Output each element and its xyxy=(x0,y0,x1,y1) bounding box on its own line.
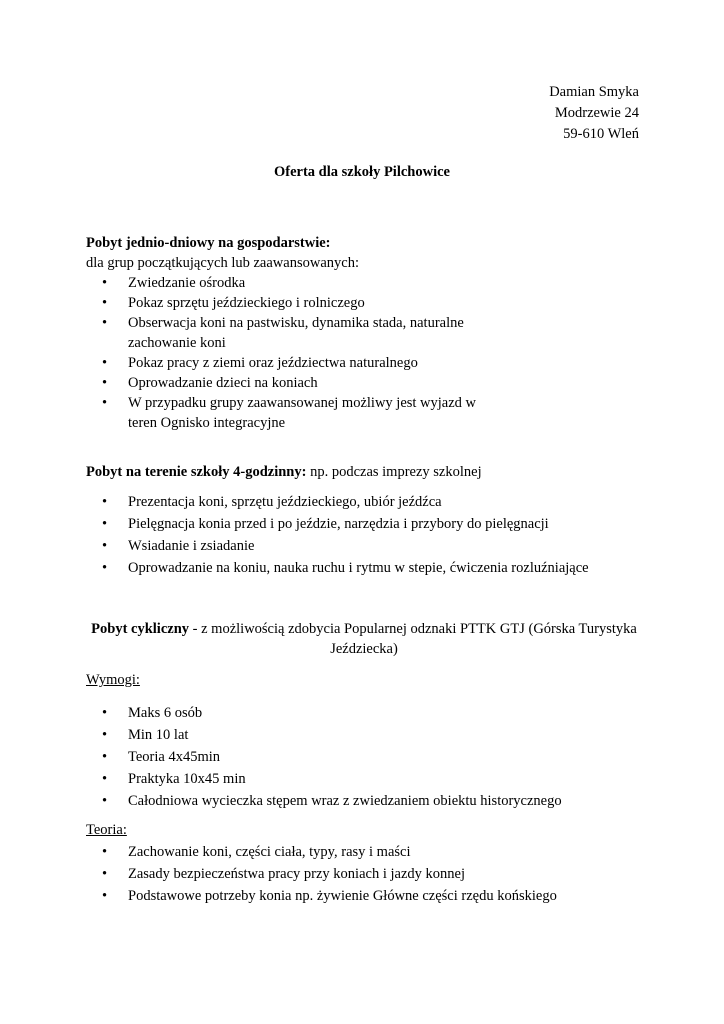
bullet-icon: • xyxy=(102,516,108,532)
list-item: • Podstawowe potrzeby konia np. żywienie Główne części rzędu końskiego xyxy=(102,888,557,904)
bullet-list xyxy=(86,492,646,578)
bullet-icon: • xyxy=(102,538,108,554)
bullet-icon: • xyxy=(102,888,108,904)
bullet-icon: • xyxy=(102,727,108,743)
list-item: • Oprowadzanie na koniu, nauka ruchu i rytmu w stepie, ćwiczenia rozluźniające xyxy=(102,560,589,576)
list-item: • Zachowanie koni, części ciała, typy, rasy i maści xyxy=(102,844,411,860)
sender-address xyxy=(549,82,639,145)
list-item: • Praktyka 10x45 min xyxy=(102,771,246,787)
requirements-section xyxy=(86,670,642,811)
section-subtitle: dla grup początkujących lub zaawansowanych: xyxy=(86,255,359,271)
list-item: • Całodniowa wycieczka stępem wraz z zwiedzaniem obiektu historycznego xyxy=(102,793,562,809)
list-item: • Min 10 lat xyxy=(102,727,189,743)
bullet-icon: • xyxy=(102,395,108,411)
bullet-list xyxy=(86,273,506,433)
document-title: Oferta dla szkoły Pilchowice xyxy=(274,164,450,180)
section-school-visit xyxy=(86,462,642,578)
bullet-icon: • xyxy=(102,705,108,721)
list-item: • Teoria 4x45min xyxy=(102,749,221,765)
bullet-icon: • xyxy=(102,494,108,510)
bullet-icon: • xyxy=(102,275,108,291)
bullet-list xyxy=(86,703,642,811)
theory-section xyxy=(86,820,642,906)
sender-street: Modrzewie 24 xyxy=(554,105,639,121)
section-one-day xyxy=(86,233,642,433)
theory-label: Teoria: xyxy=(86,822,127,838)
bullet-list xyxy=(86,842,642,906)
list-item: • Pielęgnacja konia przed i po jeździe, narzędzia i przybory do pielęgnacji xyxy=(102,516,549,532)
bullet-icon: • xyxy=(102,749,108,765)
requirements-label: Wymogi: xyxy=(86,672,140,688)
bullet-icon: • xyxy=(102,793,108,809)
list-item: • Obserwacja koni na pastwisku, dynamika stada, naturalne zachowanie koni xyxy=(102,315,464,351)
section-heading: Pobyt na terenie szkoły 4-godzinny: xyxy=(86,464,307,480)
bullet-icon: • xyxy=(102,771,108,787)
section-heading-line xyxy=(86,462,642,482)
bullet-icon: • xyxy=(102,355,108,371)
list-item: • W przypadku grupy zaawansowanej możliwy jest wyjazd w teren Ognisko integracyjne xyxy=(102,395,477,431)
list-item: • Zasady bezpieczeństwa pracy przy koniach i jazdy konnej xyxy=(102,866,465,882)
section-cyclic xyxy=(86,619,642,659)
bullet-icon: • xyxy=(102,560,108,576)
section-heading-note: np. podczas imprezy szkolnej xyxy=(306,464,482,480)
bullet-icon: • xyxy=(102,844,108,860)
list-item: • Wsiadanie i zsiadanie xyxy=(102,538,255,554)
sender-city: 59-610 Wleń xyxy=(563,126,639,142)
bullet-icon: • xyxy=(102,315,108,331)
bullet-icon: • xyxy=(102,866,108,882)
list-item: • Oprowadzanie dzieci na koniach xyxy=(102,375,318,391)
list-item: • Prezentacja koni, sprzętu jeździeckiego, ubiór jeźdźca xyxy=(102,494,442,510)
bullet-icon: • xyxy=(102,295,108,311)
section-heading: Pobyt jednio-dniowy na gospodarstwie: xyxy=(86,235,331,251)
section-heading-note: - z możliwością zdobycia Popularnej odznaki PTTK GTJ (Górska Turystyka Jeździecka) xyxy=(189,621,637,657)
section-heading: Pobyt cykliczny xyxy=(91,621,190,637)
sender-name: Damian Smyka xyxy=(549,84,639,100)
list-item: • Maks 6 osób xyxy=(102,705,203,721)
bullet-icon: • xyxy=(102,375,108,391)
list-item: • Pokaz pracy z ziemi oraz jeździectwa naturalnego xyxy=(102,355,418,371)
list-item: • Zwiedzanie ośrodka xyxy=(102,275,246,291)
list-item: • Pokaz sprzętu jeździeckiego i rolniczego xyxy=(102,295,365,311)
